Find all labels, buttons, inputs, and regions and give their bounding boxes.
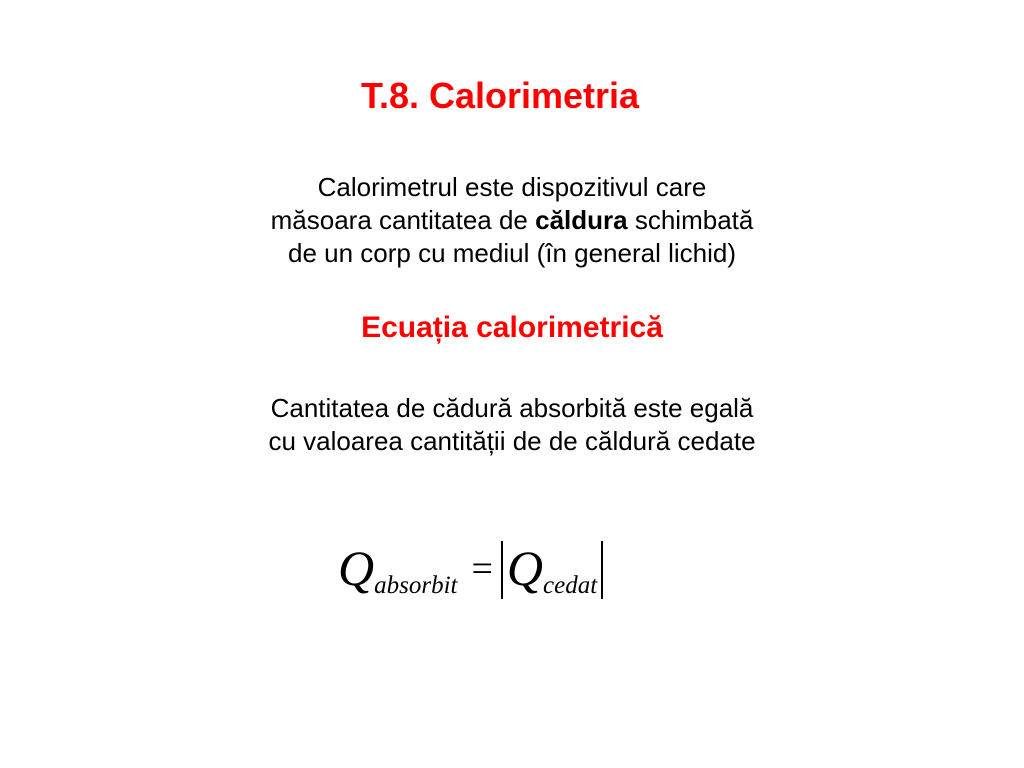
intro-line-1: Calorimetrul este dispozitivul care <box>317 172 707 202</box>
intro-line-2 <box>0 204 1024 237</box>
intro-line-2-end: schimbată <box>627 205 754 235</box>
equation-lhs-symbol: Q <box>338 540 375 596</box>
equation-lhs-subscript: absorbit <box>374 572 458 599</box>
statement-line-2: cu valoarea cantității de de căldură cedate <box>268 426 756 456</box>
equation-rhs-subscript: cedat <box>543 572 598 599</box>
slide-title: T.8. Calorimetria <box>360 75 640 116</box>
equation-equals-sign: = <box>471 548 493 590</box>
equation-rhs-symbol: Q <box>506 540 544 596</box>
section-heading: Ecuația calorimetrică <box>361 311 663 344</box>
statement-paragraph <box>0 392 1024 458</box>
calorimetric-equation <box>338 536 607 600</box>
intro-line-2-start: măsoara cantitatea de <box>270 205 536 235</box>
intro-line-3: de un corp cu mediul (în general lichid) <box>287 238 737 268</box>
intro-keyword-caldura: căldura <box>535 205 628 235</box>
intro-paragraph <box>0 171 1024 270</box>
absolute-value-left-bar <box>501 541 503 599</box>
statement-line-1: Cantitatea de cădură absorbită este egală <box>270 393 754 423</box>
absolute-value-right-bar <box>601 541 603 599</box>
